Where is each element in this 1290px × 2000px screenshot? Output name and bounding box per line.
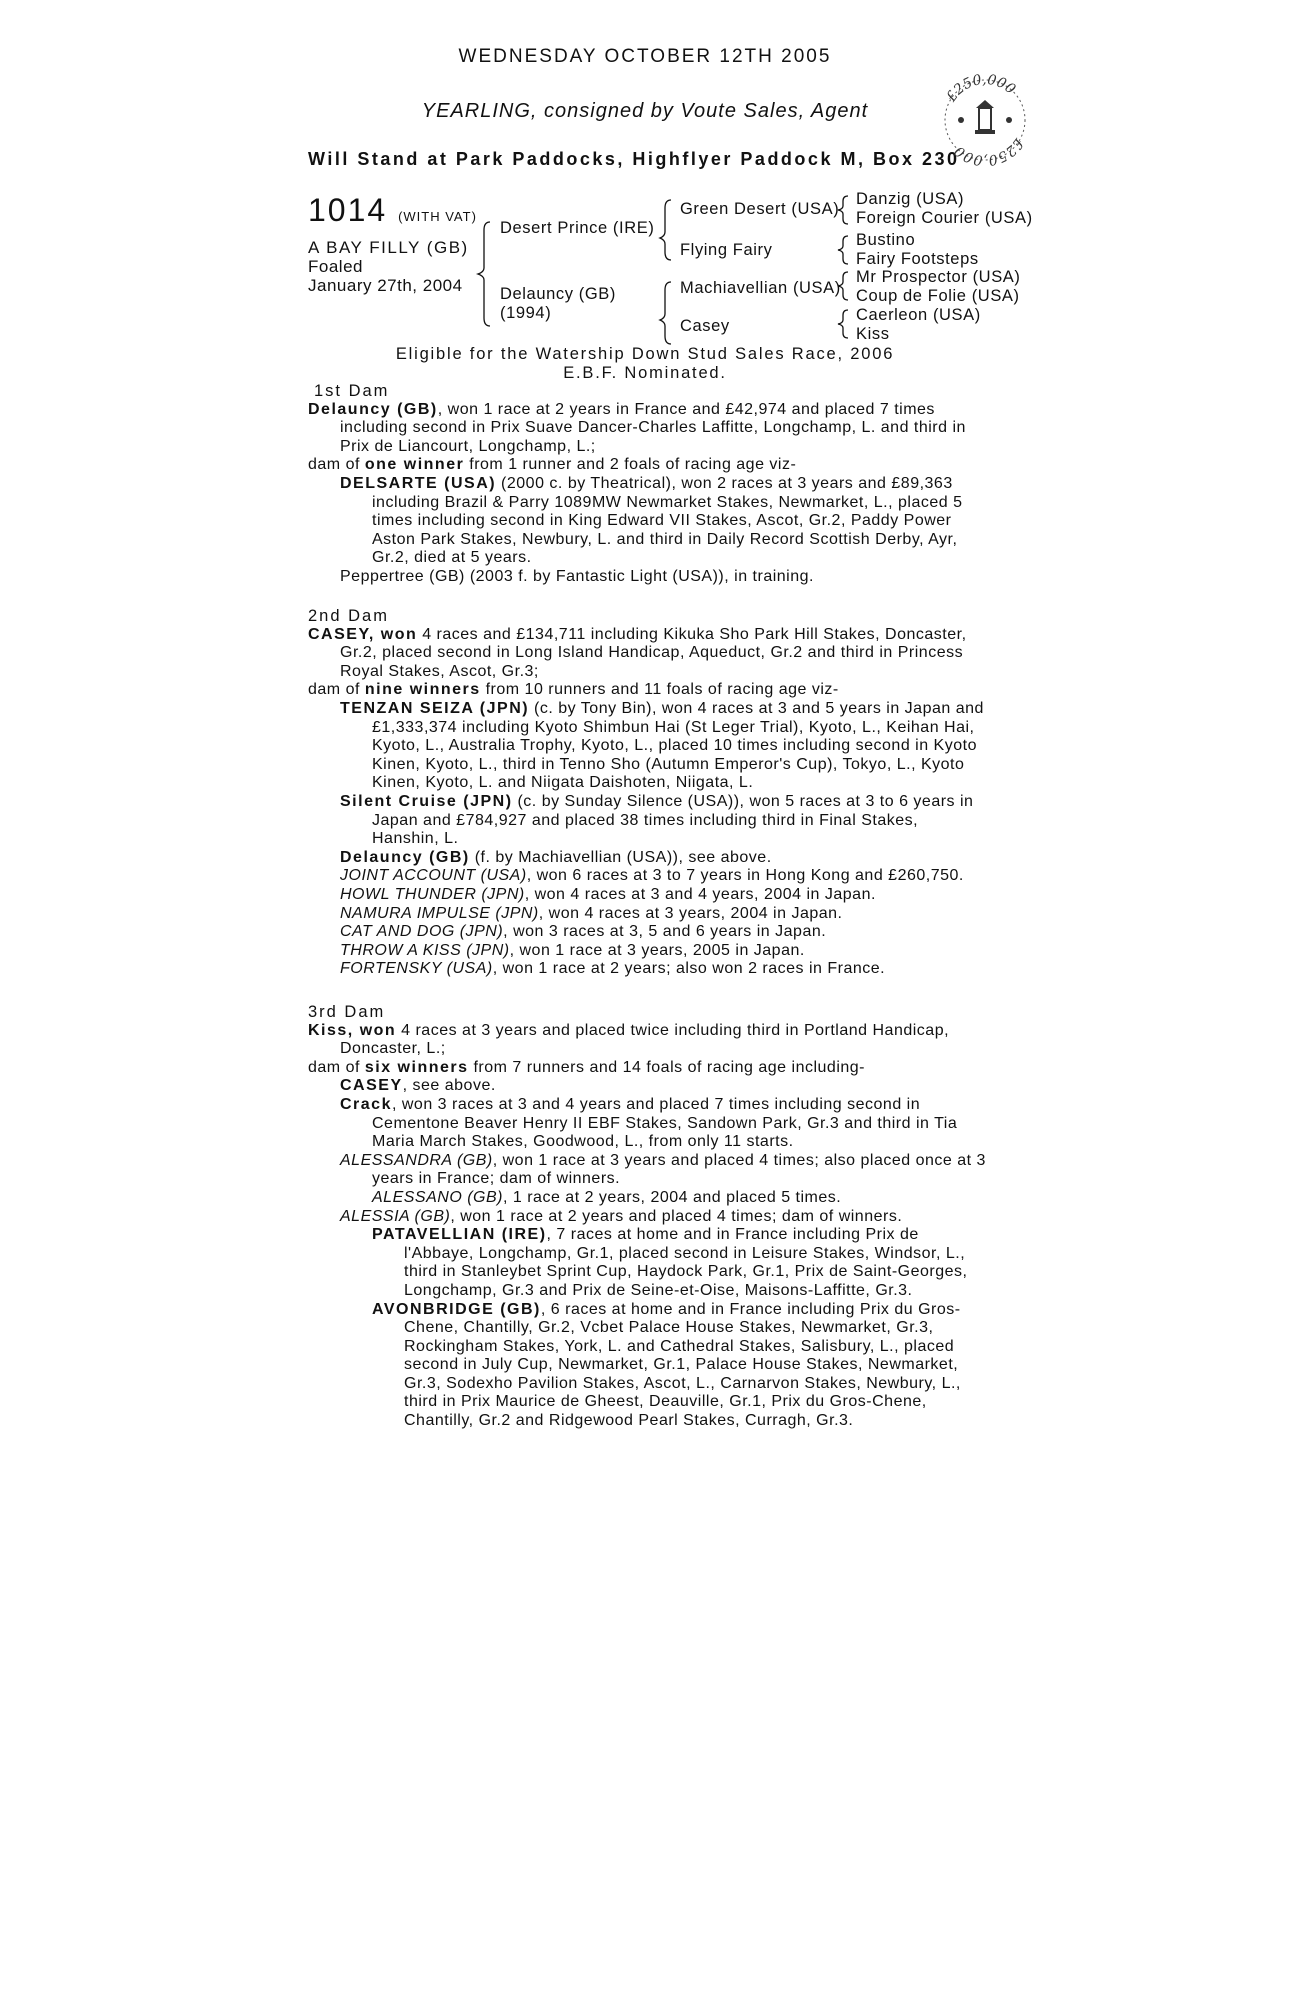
pedigree-gen3-1: Danzig (USA) <box>856 190 965 208</box>
produce-delsarte: DELSARTE (USA) (2000 c. by Theatrical), won 2 races at 3 years and £89,363 including Brazil & Parry 1089MW Newmarket Stakes, Newmarket, L., placed 5 times including second in King Edward VII Stakes, Ascot, Gr.2, Paddy Power Aston Park Stakes, Newbury, L. and third in Daily Record Scottish Derby, Ayr, Gr.2, died at 5 years. <box>340 474 963 567</box>
foaled-label: Foaled <box>308 257 363 276</box>
lot-number: 1014 (WITH VAT) <box>308 192 477 228</box>
third-dam-produce-summary: dam of six winners from 7 runners and 14 foals of racing age including- <box>308 1058 866 1076</box>
pedigree-gen3-4: Fairy Footsteps <box>856 250 979 268</box>
lot-vat: (WITH VAT) <box>398 209 477 224</box>
pedigree-gen3-5: Mr Prospector (USA) <box>856 268 1021 286</box>
lot-description <box>308 238 469 295</box>
lot-sex-colour: A BAY FILLY (GB) <box>308 238 469 257</box>
produce-alessandra: ALESSANDRA (GB), won 1 race at 3 years and placed 4 times; also placed once at 3 years in France; dam of winners. <box>340 1151 986 1188</box>
second-dam-summary: CASEY, won 4 races and £134,711 including Kikuka Sho Park Hill Stakes, Doncaster, Gr.2, placed second in Long Island Handicap, Aqueduct, Gr.2 and third in Princess Royal Stakes, Ascot, Gr.3; <box>308 625 967 680</box>
produce-casey: CASEY, see above. <box>340 1077 496 1095</box>
second-dam-heading: 2nd Dam <box>308 607 389 625</box>
sales-race-eligibility: Eligible for the Watership Down Stud Sales Race, 2006 <box>395 345 895 363</box>
consignment-line: YEARLING, consigned by Voute Sales, Agent <box>421 100 869 122</box>
first-dam-section <box>308 382 988 587</box>
produce-fortensky: FORTENSKY (USA), won 1 race at 2 years; also won 2 races in France. <box>340 960 886 978</box>
produce-crack: Crack, won 3 races at 3 and 4 years and placed 7 times including second in Cementone Beaver Henry II EBF Stakes, Sandown Park, Gr.3 and third in Tia Maria March Stakes, Goodwood, L., from only 11 starts. <box>340 1095 958 1151</box>
first-dam-heading: 1st Dam <box>314 382 390 400</box>
third-dam-summary: Kiss, won 4 races at 3 years and placed twice including third in Portland Handicap, Doncaster, L.; <box>308 1021 950 1058</box>
second-dam-produce-summary: dam of nine winners from 10 runners and 11 foals of racing age viz- <box>308 681 839 699</box>
svg-text:£250,000: £250,000 <box>951 135 1027 169</box>
pedigree-gen2-3: Machiavellian (USA) <box>680 279 841 297</box>
third-dam-heading: 3rd Dam <box>308 1003 386 1021</box>
sale-date: WEDNESDAY OCTOBER 12TH 2005 <box>458 46 832 67</box>
produce-cat-and-dog: CAT AND DOG (JPN), won 3 races at 3, 5 and 6 years in Japan. <box>340 923 827 941</box>
produce-peppertree: Peppertree (GB) (2003 f. by Fantastic Light (USA)), in training. <box>340 567 814 585</box>
pedigree-gen2-4: Casey <box>680 317 730 335</box>
first-dam-produce-summary: dam of one winner from 1 runner and 2 foals of racing age viz- <box>308 456 797 474</box>
produce-alessano: ALESSANO (GB), 1 race at 2 years, 2004 and placed 5 times. <box>372 1188 842 1206</box>
pedigree-gen3-6: Coup de Folie (USA) <box>856 287 1020 305</box>
produce-namura-impulse: NAMURA IMPULSE (JPN), won 4 races at 3 years, 2004 in Japan. <box>340 904 843 922</box>
first-dam-summary: Delauncy (GB), won 1 race at 2 years in France and £42,974 and placed 7 times including second in Prix Suave Dancer-Charles Laffitte, Longchamp, L. and third in Prix de Liancourt, Longchamp, L.; <box>308 400 966 455</box>
pedigree-gen2-2: Flying Fairy <box>680 241 773 259</box>
price-seal-stamp <box>935 70 1035 170</box>
produce-alessia: ALESSIA (GB), won 1 race at 2 years and placed 4 times; dam of winners. <box>340 1207 903 1225</box>
pedigree-dam: Delauncy (GB) <box>500 285 617 303</box>
produce-tenzan-seiza: TENZAN SEIZA (JPN) (c. by Tony Bin), won 4 races at 3 and 5 years in Japan and £1,333,374 including Kyoto Shimbun Hai (St Leger Trial), Kyoto, L., Keihan Hai, Kyoto, L., Australia Trophy, Kyoto, L., placed 10 times including second in Kyoto Kinen, Kyoto, L., third in Tenno Sho (Autumn Emperor's Cup), Tokyo, L., Kyoto Kinen, Kyoto, L. and Niigata Daishoten, Niigata, L. <box>340 699 984 792</box>
pedigree-gen2-1: Green Desert (USA) <box>680 200 840 218</box>
produce-avonbridge: AVONBRIDGE (GB), 6 races at home and in France including Prix du Gros-Chene, Chantilly, Gr.2, Vcbet Palace House Stakes, Newmarket, Gr.3, Rockingham Stakes, York, L. and Cathedral Stakes, Salisbury, L., placed second in July Cup, Newmarket, Gr.1, Palace House Stakes, Newmarket, Gr.3, Sodexho Pavilion Stakes, Ascot, L., Carnarvon Stakes, Newbury, L., third in Prix Maurice de Gheest, Deauville, Gr.1, Prix du Gros-Chene, Chantilly, Gr.2 and Ridgewood Pearl Stakes, Curragh, Gr.3. <box>372 1300 961 1430</box>
pedigree-gen3-3: Bustino <box>856 231 916 249</box>
produce-delauncy: Delauncy (GB) (f. by Machiavellian (USA)), see above. <box>340 848 772 866</box>
pedigree-dam-year: (1994) <box>500 304 552 322</box>
pedigree-gen3-2: Foreign Courier (USA) <box>856 209 1033 227</box>
third-dam-section <box>308 1003 988 1431</box>
pedigree-sire: Desert Prince (IRE) <box>500 219 655 237</box>
produce-silent-cruise: Silent Cruise (JPN) (c. by Sunday Silence (USA)), won 5 races at 3 to 6 years in Japan and £784,927 and placed 38 times including third in Final Stakes, Hanshin, L. <box>340 792 974 848</box>
produce-howl-thunder: HOWL THUNDER (JPN), won 4 races at 3 and 4 years, 2004 in Japan. <box>340 885 876 903</box>
second-dam-section <box>308 607 988 979</box>
pedigree-gen3-8: Kiss <box>856 325 890 343</box>
produce-joint-account: JOINT ACCOUNT (USA), won 6 races at 3 to 7 years in Hong Kong and £260,750. <box>340 867 964 885</box>
produce-throw-a-kiss: THROW A KISS (JPN), won 1 race at 3 years, 2005 in Japan. <box>340 941 805 959</box>
foaled-date: January 27th, 2004 <box>308 276 463 295</box>
seal-text: £250,000 <box>943 71 1019 105</box>
pedigree-gen3-7: Caerleon (USA) <box>856 306 981 324</box>
ebf-nominated: E.B.F. Nominated. <box>563 364 727 382</box>
stand-location: Will Stand at Park Paddocks, Highflyer Paddock M, Box 230 <box>308 149 960 169</box>
produce-patavellian: PATAVELLIAN (IRE), 7 races at home and in France including Prix de l'Abbaye, Longchamp, Gr.1, placed second in Leisure Stakes, Windsor, L., third in Stanleybet Sprint Cup, Haydock Park, Gr.1, Prix de Saint-Georges, Longchamp, Gr.3 and Prix de Seine-et-Oise, Maisons-Laffitte, Gr.3. <box>372 1226 968 1299</box>
